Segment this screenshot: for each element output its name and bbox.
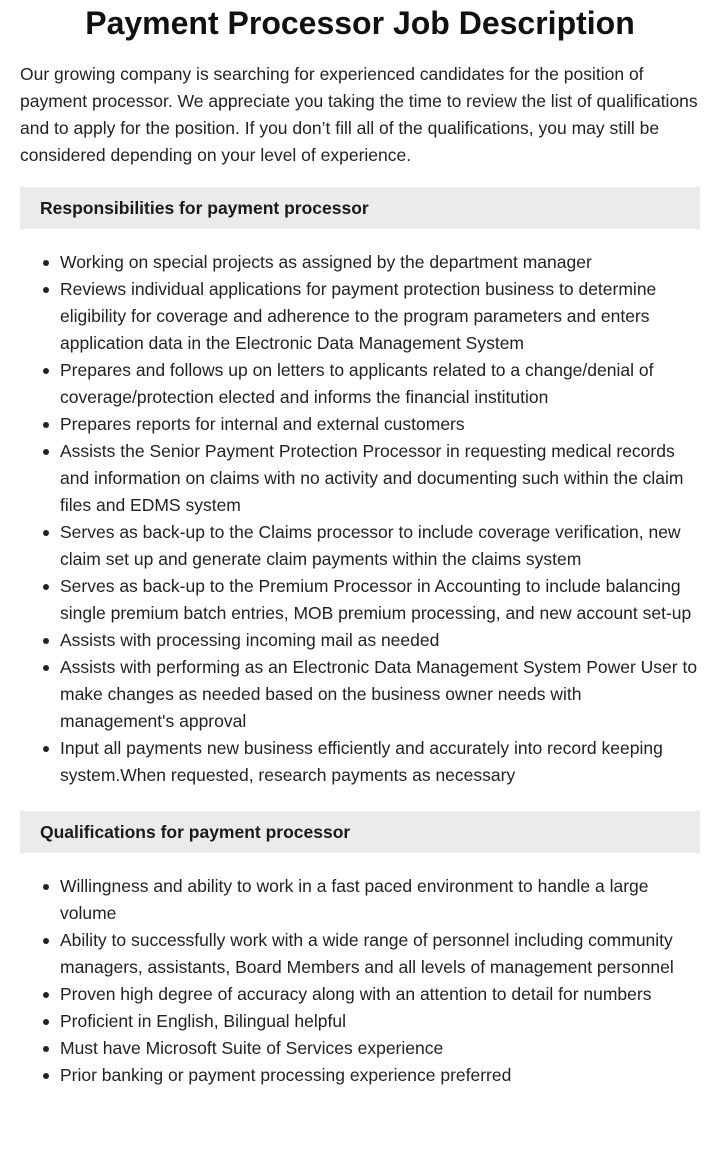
page-title: Payment Processor Job Description: [85, 5, 635, 41]
bullet-icon: [43, 638, 49, 644]
bullet-icon: [43, 884, 49, 890]
list-item: [60, 357, 700, 411]
list-item: [60, 249, 700, 276]
list-item: [60, 276, 700, 357]
list-item-text: Proficient in English, Bilingual helpful: [60, 1011, 346, 1031]
list-item-text: Ability to successfully work with a wide range of personnel including community managers, assistants, Board Members and all levels of management personnel: [60, 930, 674, 977]
responsibilities-heading: Responsibilities for payment processor: [20, 187, 700, 229]
list-item-text: Willingness and ability to work in a fast paced environment to handle a large volume: [60, 876, 649, 923]
bullet-icon: [43, 422, 49, 428]
list-item-text: Proven high degree of accuracy along with an attention to detail for numbers: [60, 984, 652, 1004]
list-item-text: Must have Microsoft Suite of Services experience: [60, 1038, 444, 1058]
list-item-text: Assists the Senior Payment Protection Processor in requesting medical records and information on claims with no activity and documenting such within the claim files and EDMS system: [60, 441, 684, 515]
list-item: [60, 1035, 700, 1062]
list-item-text: Assists with performing as an Electronic Data Management System Power User to make changes as needed based on the business owner needs with management's approval: [60, 657, 698, 731]
list-item-text: Reviews individual applications for payment protection business to determine eligibility for coverage and adherence to the program parameters and enters application data in the Electronic Data Management System: [60, 279, 657, 353]
list-item: [60, 981, 700, 1008]
bullet-icon: [43, 287, 49, 293]
list-item-text: Input all payments new business efficiently and accurately into record keeping system.When requested, research payments as necessary: [60, 738, 663, 785]
bullet-icon: [43, 665, 49, 671]
list-item: [60, 927, 700, 981]
list-item-text: Prepares reports for internal and external customers: [60, 414, 465, 434]
list-item: [60, 735, 700, 789]
qualifications-list: [20, 873, 700, 1089]
list-item-text: Working on special projects as assigned by the department manager: [60, 252, 592, 272]
section-spacer: [0, 789, 720, 793]
bullet-icon: [43, 1046, 49, 1052]
bullet-icon: [43, 368, 49, 374]
list-item: [60, 438, 700, 519]
bullet-icon: [43, 992, 49, 998]
bullet-icon: [43, 584, 49, 590]
list-item: [60, 627, 700, 654]
bullet-icon: [43, 746, 49, 752]
bullet-icon: [43, 1019, 49, 1025]
qualifications-heading: Qualifications for payment processor: [20, 811, 700, 853]
intro-paragraph: Our growing company is searching for experienced candidates for the position of payment processor. We appreciate you taking the time to review the list of qualifications and to apply for the position. If you don’t fill all of the qualifications, you may still be considered depending on your level of experience.: [20, 64, 698, 165]
list-item-text: Prior banking or payment processing experience preferred: [60, 1065, 512, 1085]
list-item: [60, 1062, 700, 1089]
list-item: [60, 654, 700, 735]
list-item-text: Assists with processing incoming mail as needed: [60, 630, 440, 650]
list-item-text: Serves as back-up to the Premium Processor in Accounting to include balancing single premium batch entries, MOB premium processing, and new account set-up: [60, 576, 692, 623]
list-item: [60, 1008, 700, 1035]
bullet-icon: [43, 938, 49, 944]
list-item-text: Serves as back-up to the Claims processor to include coverage verification, new claim set up and generate claim payments within the claims system: [60, 522, 681, 569]
bullet-icon: [43, 449, 49, 455]
list-item: [60, 573, 700, 627]
responsibilities-list: [20, 249, 700, 789]
list-item: [60, 411, 700, 438]
bullet-icon: [43, 530, 49, 536]
bullet-icon: [43, 260, 49, 266]
list-item: [60, 519, 700, 573]
list-item: [60, 873, 700, 927]
bullet-icon: [43, 1073, 49, 1079]
list-item-text: Prepares and follows up on letters to applicants related to a change/denial of coverage/protection elected and informs the financial institution: [60, 360, 654, 407]
